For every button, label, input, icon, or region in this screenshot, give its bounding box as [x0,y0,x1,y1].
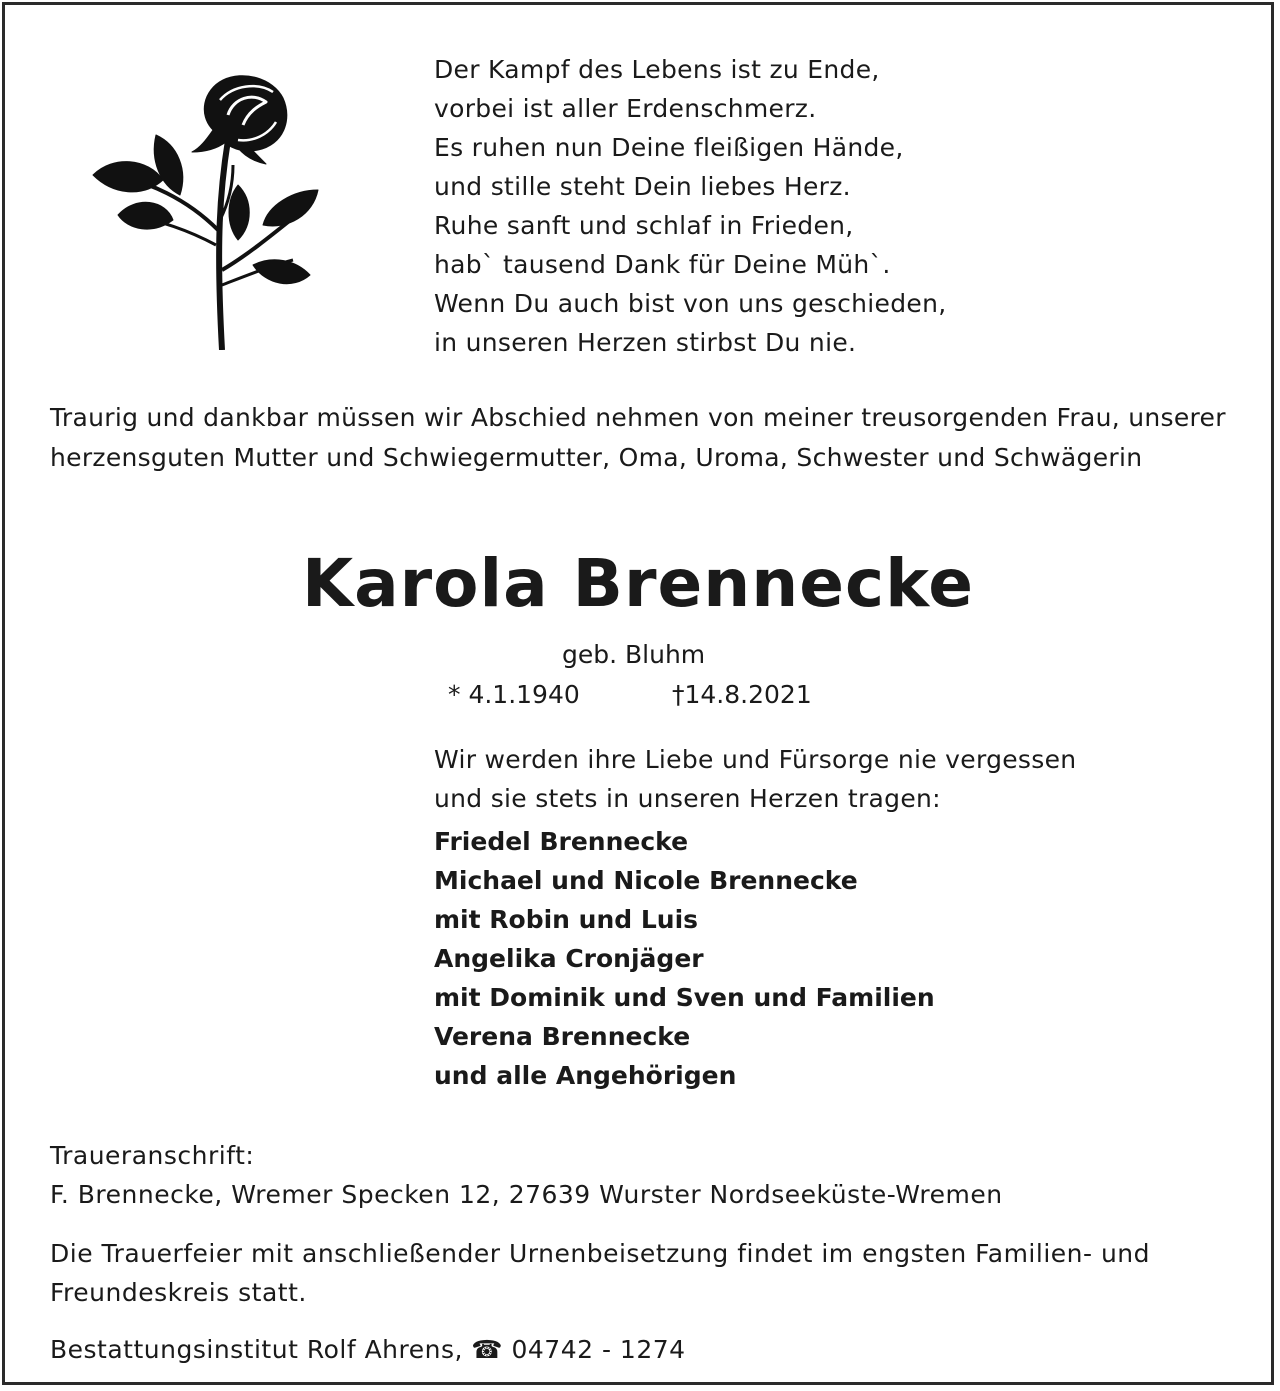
remembrance-text [434,740,1076,818]
death-date: †14.8.2021 [672,680,812,709]
mourner: mit Dominik und Sven und Familien [434,983,935,1012]
poem-line: vorbei ist aller Erdenschmerz. [434,94,817,123]
address-label: Traueranschrift: [50,1141,255,1170]
mourner: Verena Brennecke [434,1022,691,1051]
poem-line: Ruhe sanft und schlaf in Frieden, [434,211,854,240]
mourner: Friedel Brennecke [434,827,689,856]
ceremony-text: Die Trauerfeier mit anschließender Urnenbeisetzung findet im engsten Familien- und Freundeskreis statt. [50,1239,1151,1307]
telephone-icon: ☎ [471,1335,504,1364]
mourner: und alle Angehörigen [434,1061,737,1090]
remembrance-line: Wir werden ihre Liebe und Fürsorge nie vergessen [434,745,1077,774]
birth-date: * 4.1.1940 [448,680,580,709]
funeral-home [50,1330,686,1369]
mourner: Angelika Cronjäger [434,944,704,973]
deceased-name: Karola Brennecke [301,545,975,622]
remembrance-line: und sie stets in unseren Herzen tragen: [434,784,941,813]
poem-line: in unseren Herzen stirbst Du nie. [434,328,857,357]
poem-line: und stille steht Dein liebes Herz. [434,172,851,201]
birth-name: geb. Bluhm [562,640,706,669]
poem-line: Es ruhen nun Deine fleißigen Hände, [434,133,904,162]
poem-line: hab` tausend Dank für Deine Müh`. [434,250,891,279]
mourner: mit Robin und Luis [434,905,699,934]
rose-illustration [88,70,328,350]
mourners-list [434,822,935,1095]
intro-text: Traurig und dankbar müssen wir Abschied nehmen von meiner treusorgenden Frau, unserer herzensguten Mutter und Schwiegermutter, Oma, Uroma, Schwester und Schwägerin [50,403,1226,472]
funeral-home-phone: 04742 - 1274 [511,1335,686,1364]
funeral-home-name: Bestattungsinstitut Rolf Ahrens, [50,1335,463,1364]
address-value: F. Brennecke, Wremer Specken 12, 27639 Wurster Nordseeküste-Wremen [50,1180,1003,1209]
mourning-address [50,1136,1003,1214]
poem-line: Wenn Du auch bist von uns geschieden, [434,289,947,318]
mourner: Michael und Nicole Brennecke [434,866,858,895]
poem-line: Der Kampf des Lebens ist zu Ende, [434,55,880,84]
poem [434,50,946,362]
